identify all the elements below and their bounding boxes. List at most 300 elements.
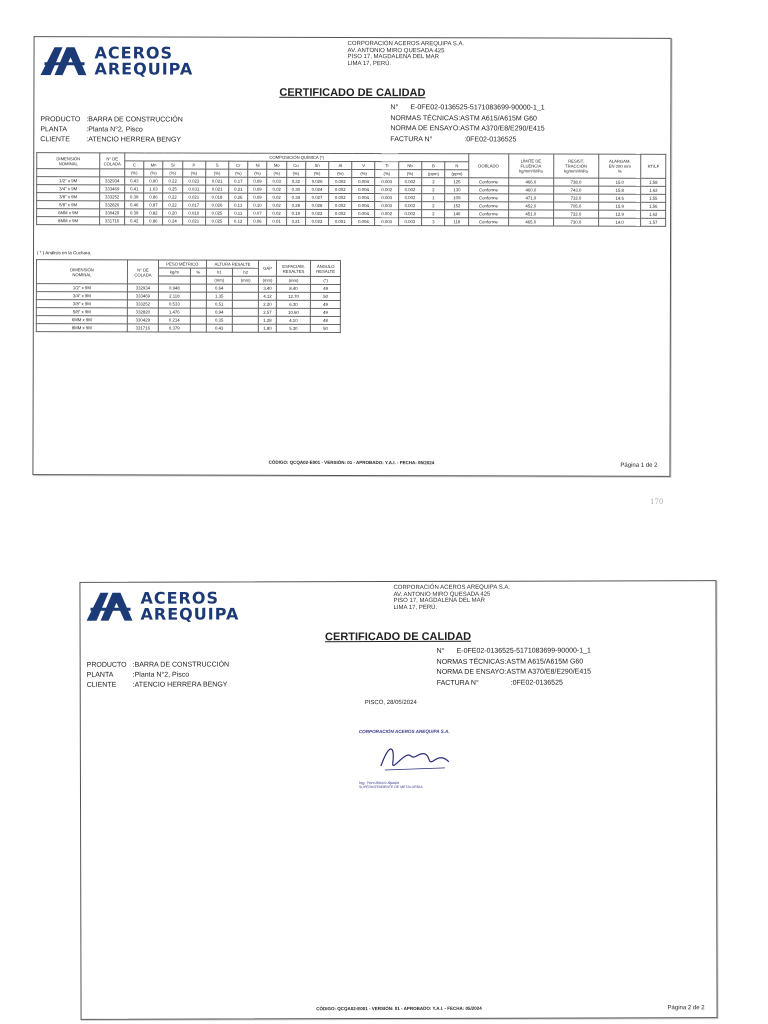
table-cell: 0.39 xyxy=(125,209,144,217)
table-cell: 0.004 xyxy=(352,177,375,185)
corp-address-line: LIMA 17, PERÚ. xyxy=(347,60,392,67)
table-cell: 6.30 xyxy=(276,300,311,308)
table-cell: 0.30 xyxy=(286,185,305,193)
table-cell: 0.021 xyxy=(182,217,205,225)
cliente-label: CLIENTE xyxy=(40,136,70,144)
table-cell: 0.002 xyxy=(329,193,352,201)
table-cell: 0.214 xyxy=(158,316,190,324)
table-cell xyxy=(190,284,206,292)
normas-value: :ASTM A615/A615M G60 xyxy=(458,114,537,122)
brand-line-1: ACEROS xyxy=(140,588,219,608)
table-cell: 0.002 xyxy=(398,210,421,218)
corporate-address xyxy=(347,41,464,67)
table-cell: 0.022 xyxy=(305,217,328,225)
table-cell: 0.20 xyxy=(163,209,182,217)
physical-properties-table xyxy=(36,259,341,333)
table-cell: 0.26 xyxy=(229,193,248,201)
col-dimension: DIMENSIÓN xyxy=(70,266,94,272)
table-cell: 0.025 xyxy=(205,209,228,217)
table-row xyxy=(37,217,666,227)
table-cell: 0.031 xyxy=(182,185,205,193)
table-cell: 0.86 xyxy=(144,193,163,201)
table-cell: 1.55 xyxy=(641,194,666,202)
table-cell: 465.0 xyxy=(508,218,553,226)
col-traccion: TRACCIÓN xyxy=(565,163,587,169)
table-cell: 0.64 xyxy=(206,284,232,292)
table-cell: 0.94 xyxy=(206,308,232,316)
table-cell: 14.6 xyxy=(599,194,641,202)
table-cell: 146 xyxy=(445,210,469,218)
corp-address-line: AV. ANTONIO MIRO QUESADA 425 xyxy=(393,591,491,598)
table-cell: 333469 xyxy=(127,292,158,300)
table-cell: 5/8" x 9M xyxy=(36,308,127,316)
col-composicion: COMPOSICIÓN QUÍMICA (*) xyxy=(125,153,469,162)
element-header: P xyxy=(182,161,205,169)
ensayo-label: NORMA DE ENSAYO xyxy=(436,668,505,676)
table-cell: 0.026 xyxy=(205,201,228,209)
table-cell: 49 xyxy=(311,300,341,308)
header-left xyxy=(40,115,183,145)
signature-block xyxy=(359,700,479,790)
table-cell: 50 xyxy=(311,324,341,332)
element-header: B xyxy=(422,162,446,170)
cliente-value: :ATENCIO HERRERA BENGY xyxy=(86,136,182,144)
document-code-footer: CÓDIGO: QCQA02-E001 - VERSIÓN: 01 - APROBADO: Y.A.I. - FECHA: 05/2024 xyxy=(316,1005,482,1012)
table-cell: 0.17 xyxy=(229,177,248,185)
table-cell: 0.02 xyxy=(267,209,286,217)
col-alargam: ALARGAM. xyxy=(608,158,631,164)
logo-icon xyxy=(40,45,88,75)
element-header: Ni xyxy=(248,161,267,169)
table-cell: 48 xyxy=(311,316,341,324)
table-cell: 0.010 xyxy=(182,209,205,217)
table-cell: 0.43 xyxy=(206,324,232,332)
number-label: N° xyxy=(390,104,399,112)
ensayo-label: NORMA DE ENSAYO xyxy=(390,125,459,133)
table-cell: 331716 xyxy=(127,324,158,332)
signer-role: SUPERINTENDENTE DE METALURGIA xyxy=(358,784,423,790)
table-cell: 732.0 xyxy=(553,210,598,218)
table-cell: 1.476 xyxy=(158,308,190,316)
col-kgm: kg/m xyxy=(158,268,190,276)
unit-header: (%) xyxy=(329,169,352,177)
element-header: Cr xyxy=(229,161,248,169)
table-cell: 15.9 xyxy=(598,202,640,210)
certificate-title: CERTIFICADO DE CALIDAD xyxy=(279,86,426,100)
table-cell: 743.0 xyxy=(553,186,598,194)
table-cell: 0.02 xyxy=(267,185,286,193)
table-cell xyxy=(232,308,258,316)
table-cell: Conforme xyxy=(469,210,509,218)
table-cell: 3/8" x 9M xyxy=(36,300,127,308)
corp-address-line: PISO 17, MAGDALENA DEL MAR xyxy=(347,53,440,61)
table-cell: 0.32 xyxy=(286,177,305,185)
col-dimension: DIMENSIÓN xyxy=(56,155,81,161)
planta-label: PLANTA xyxy=(40,126,68,134)
table-cell: 14.0 xyxy=(598,218,640,226)
col-unit-mm: (mm) xyxy=(206,276,232,284)
table-cell: 0.002 xyxy=(398,186,421,194)
col-peso-metrico: PESO MÉTRICO xyxy=(158,260,206,268)
table-cell: 0.002 xyxy=(329,201,352,209)
table-cell: 1.03 xyxy=(144,185,163,193)
table-cell: 0.09 xyxy=(248,177,267,185)
col-colada-2: COLADA xyxy=(103,160,121,166)
col-fluencia: FLUENCIA xyxy=(520,163,542,169)
table-cell: Conforme xyxy=(469,186,509,194)
table-cell: 0.34 xyxy=(286,193,305,201)
table-cell: 15.8 xyxy=(599,186,641,194)
table-cell: 0.022 xyxy=(305,209,328,217)
table-cell: 0.09 xyxy=(248,185,267,193)
corp-address-line: LIMA 17, PERÚ. xyxy=(393,604,438,611)
certificate-title: CERTIFICADO DE CALIDAD xyxy=(325,630,472,644)
table-cell: 730.0 xyxy=(553,218,598,226)
planta-value: :Planta N°2, Pisco xyxy=(132,671,190,679)
col-angulo: ÁNGULO xyxy=(316,263,335,269)
table-cell: 3.40 xyxy=(259,284,276,292)
col-200mm: EN 200 mm xyxy=(608,163,631,169)
brand-line-2: AREQUIPA xyxy=(140,604,240,624)
signer-name: Ing. Yoni Ancco Apaza xyxy=(358,779,399,786)
col-unit-mm: (mm) xyxy=(232,276,258,284)
table-cell: 0.026 xyxy=(305,177,328,185)
table-cell: 332820 xyxy=(100,201,125,209)
normas-label: NORMAS TÉCNICAS xyxy=(390,114,459,122)
producto-label: PRODUCTO xyxy=(40,116,81,124)
corp-name: CORPORACIÓN ACEROS AREQUIPA S.A. xyxy=(393,584,511,592)
unit-header: (%) xyxy=(305,169,328,177)
table-cell: 0.025 xyxy=(205,217,228,225)
table-cell: 1/2" x 9M xyxy=(36,284,127,292)
unit-header: (%) xyxy=(286,169,305,177)
element-header: Al xyxy=(329,161,352,169)
col-rt-lf: RT/LF xyxy=(641,154,666,178)
table-cell: 0.82 xyxy=(144,209,163,217)
table-cell: 0.35 xyxy=(206,316,232,324)
col-resaltes: RESALTES xyxy=(282,268,305,274)
cliente-label: CLIENTE xyxy=(86,681,117,689)
cliente-value: :ATENCIO HERRERA BENGY xyxy=(132,681,228,689)
table-cell: 3 xyxy=(422,218,446,226)
table-cell: 0.004 xyxy=(352,185,375,193)
table-cell: 118 xyxy=(445,218,469,226)
col-colada: N° DE xyxy=(137,266,149,272)
page-number: Página 2 de 2 xyxy=(667,1005,705,1012)
aceros-arequipa-logo xyxy=(40,43,200,77)
table-cell: 12.70 xyxy=(276,292,311,300)
table-cell: 0.003 xyxy=(398,218,421,226)
col-unit: kg/mm²/MPa xyxy=(519,168,543,174)
table-cell: 0.027 xyxy=(305,193,328,201)
unit-header: (%) xyxy=(125,169,144,177)
producto-value: :BARRA DE CONSTRUCCIÓN xyxy=(86,116,183,124)
table-cell: 1/2" x 9M xyxy=(37,177,100,185)
signature-company-stamp: CORPORACIÓN ACEROS AREQUIPA S.A. xyxy=(358,728,450,735)
col-resist: RESIST. xyxy=(568,158,584,164)
table-cell: 332934 xyxy=(127,284,158,292)
unit-header: (%) xyxy=(144,169,163,177)
table-cell: 0.02 xyxy=(267,201,286,209)
col-colada: N° DE xyxy=(106,155,119,161)
table-cell: 0.39 xyxy=(125,193,144,201)
number-label: N° xyxy=(436,647,445,655)
table-cell: 0.003 xyxy=(375,178,398,186)
table-cell: 0.002 xyxy=(375,210,398,218)
table-cell: 0.12 xyxy=(229,217,248,225)
col-altura-resalte: ALTURA RESALTE xyxy=(206,260,259,268)
unit-header: (%) xyxy=(352,169,375,177)
table-cell: 0.22 xyxy=(163,177,182,185)
table-cell xyxy=(232,300,258,308)
table-cell: 0.024 xyxy=(305,185,328,193)
table-cell xyxy=(190,292,206,300)
table-cell: 0.948 xyxy=(158,284,190,292)
table-cell: 331716 xyxy=(100,217,125,225)
table-cell xyxy=(190,300,206,308)
table-cell: 2 xyxy=(422,202,446,210)
normas-value: :ASTM A615/A615M G60 xyxy=(504,658,584,666)
table-cell: 738.0 xyxy=(553,178,598,186)
table-cell: 4.10 xyxy=(276,316,311,324)
table-cell: 0.004 xyxy=(352,209,375,217)
table-cell: 452.0 xyxy=(508,202,553,210)
normas-label: NORMAS TÉCNICAS xyxy=(436,658,505,666)
document-code-footer: CÓDIGO: QCQA02-E001 - VERSIÓN: 01 - APROBADO: Y.A.I. - FECHA: 05/2024 xyxy=(268,459,435,466)
table-cell: 0.25 xyxy=(163,185,182,193)
table-cell: Conforme xyxy=(469,194,509,202)
col-unit-deg: (°) xyxy=(311,276,341,284)
table-cell: 333469 xyxy=(100,185,125,193)
table-cell: 0.41 xyxy=(125,185,144,193)
col-espaciam: ESPACIAM. xyxy=(282,263,305,269)
table-cell: 0.023 xyxy=(182,177,205,185)
table-cell: 49 xyxy=(311,308,341,316)
unit-header: (%) xyxy=(182,169,205,177)
col-gap: GAP xyxy=(259,260,276,276)
unit-header: (%) xyxy=(206,169,229,177)
table-cell: 0.02 xyxy=(267,193,286,201)
table-cell: 50 xyxy=(311,292,341,300)
table-cell: 0.001 xyxy=(329,217,352,225)
element-header: Nb xyxy=(398,162,421,170)
table-cell: 5/8" x 9M xyxy=(37,201,100,209)
table-cell: 3/4" x 9M xyxy=(36,292,127,300)
table-cell: 0.03 xyxy=(267,177,286,185)
col-h2: h2 xyxy=(232,268,258,276)
table-cell: 0.24 xyxy=(163,217,182,225)
unit-header: (%) xyxy=(398,170,421,178)
ensayo-value: :ASTM A370/E8/E290/E415 xyxy=(504,668,592,676)
header-left xyxy=(87,660,230,690)
table-cell xyxy=(232,324,258,332)
table-cell: 0.028 xyxy=(305,201,328,209)
col-pct: % xyxy=(190,268,206,276)
table-cell: 130 xyxy=(445,186,469,194)
table-cell: 2 xyxy=(422,210,446,218)
table-cell: 0.51 xyxy=(206,300,232,308)
table-cell: 0.002 xyxy=(329,185,352,193)
table-cell: 1.62 xyxy=(641,186,666,194)
col-unit: kg/mm²/MPa xyxy=(564,168,588,174)
element-header: V xyxy=(352,161,375,169)
col-nominal: NOMINAL xyxy=(58,160,78,166)
element-header: Si xyxy=(163,161,182,169)
unit-header: (ppm) xyxy=(422,170,446,178)
table-cell: 2.57 xyxy=(259,308,276,316)
certificate-page-2 xyxy=(79,580,717,1020)
table-cell: 0.21 xyxy=(229,185,248,193)
table-cell: 330429 xyxy=(127,316,158,324)
table-cell: 0.90 xyxy=(144,177,163,185)
unit-header: (%) xyxy=(375,170,398,178)
table-cell: 0.021 xyxy=(182,193,205,201)
table-cell: 1.80 xyxy=(259,324,276,332)
col-unit-mm: (mm) xyxy=(259,276,276,284)
table-cell xyxy=(232,292,258,300)
table-cell xyxy=(232,284,258,292)
table-cell: 0.19 xyxy=(286,209,305,217)
producto-value: :BARRA DE CONSTRUCCIÓN xyxy=(132,661,230,669)
table-cell: 1.35 xyxy=(206,292,232,300)
col-unit: % xyxy=(617,168,622,174)
table-cell: 732.0 xyxy=(553,194,598,202)
unit-header: (%) xyxy=(267,169,286,177)
table-cell: 49 xyxy=(311,284,341,292)
corp-address-line: PISO 17, MAGDALENA DEL MAR xyxy=(393,597,485,605)
ensayo-value: :ASTM A370/E8/E290/E415 xyxy=(458,125,545,133)
table-cell xyxy=(190,316,206,324)
table-cell: 0.003 xyxy=(375,194,398,202)
table-cell: 705.0 xyxy=(553,202,598,210)
element-header: Mo xyxy=(267,161,286,169)
col-resalte: RESALTE xyxy=(316,268,336,274)
table-cell: 6MM x 9M xyxy=(36,316,127,324)
handwritten-mark: 170 xyxy=(650,498,664,506)
table-cell: 333252 xyxy=(127,300,158,308)
logo-icon xyxy=(86,591,134,621)
table-cell: 152 xyxy=(445,202,469,210)
table-cell: 15.0 xyxy=(599,178,641,186)
table-cell: 0.07 xyxy=(248,209,267,217)
table-cell: 1.57 xyxy=(641,218,666,226)
element-header: Ti xyxy=(375,162,398,170)
table-cell xyxy=(190,308,206,316)
table-cell: 0.018 xyxy=(205,193,228,201)
table-cell: 0.533 xyxy=(158,300,190,308)
table-cell: 0.004 xyxy=(352,201,375,209)
table-cell: 0.002 xyxy=(398,194,421,202)
table-cell: 2 xyxy=(422,186,446,194)
header-right xyxy=(390,103,544,145)
aceros-arequipa-logo xyxy=(86,588,246,622)
table-cell xyxy=(232,316,258,324)
table-cell: 0.021 xyxy=(205,185,228,193)
handwritten-signature xyxy=(375,740,455,776)
table-cell: 460.0 xyxy=(508,186,553,194)
table-cell: 0.87 xyxy=(144,201,163,209)
table-cell: 332934 xyxy=(100,177,125,185)
table-cell: 0.46 xyxy=(125,201,144,209)
page-number: Página 1 de 2 xyxy=(620,462,658,469)
table-cell: 0.28 xyxy=(286,201,305,209)
element-header: Mn xyxy=(144,161,163,169)
table-cell: 125 xyxy=(445,178,469,186)
table-cell: 2.20 xyxy=(259,300,276,308)
table-cell: Conforme xyxy=(469,178,509,186)
table-cell: 332820 xyxy=(127,308,158,316)
table-cell: 0.06 xyxy=(248,217,267,225)
unit-header: (%) xyxy=(248,169,267,177)
table-cell: 1 xyxy=(422,194,446,202)
table-cell: 10.60 xyxy=(276,308,311,316)
table-cell: 8.40 xyxy=(276,284,311,292)
element-header: Cu xyxy=(286,161,305,169)
number-value: E-0FE02-0136525-5171083699-90000-1_1 xyxy=(456,647,591,655)
table-cell: 0.01 xyxy=(267,217,286,225)
unit-header: (%) xyxy=(229,169,248,177)
table-cell: 4.12 xyxy=(259,292,276,300)
table-cell: 466.0 xyxy=(508,178,553,186)
factura-value: :0FE02-0136525 xyxy=(510,679,563,687)
table-cell: 0.003 xyxy=(375,218,398,226)
table-cell: 0.21 xyxy=(286,217,305,225)
table-cell: 8MM x 9M xyxy=(36,324,127,332)
element-header: N xyxy=(445,162,469,170)
table-cell: 12.9 xyxy=(598,210,640,218)
table-cell: 0.003 xyxy=(375,202,398,210)
table-cell: 109 xyxy=(445,194,469,202)
table-cell: 0.10 xyxy=(248,201,267,209)
table-cell: 0.002 xyxy=(398,178,421,186)
element-header: Sn xyxy=(306,161,329,169)
corp-address-line: AV. ANTONIO MIRO QUESADA 425 xyxy=(347,47,445,54)
table-cell: 471.0 xyxy=(508,194,553,202)
table-cell: Conforme xyxy=(469,202,509,210)
table-row xyxy=(36,324,340,333)
table-cell: 0.22 xyxy=(163,193,182,201)
table-cell: 0.22 xyxy=(163,201,182,209)
factura-label: FACTURA N° xyxy=(390,135,433,143)
table-cell: 333252 xyxy=(100,193,125,201)
table-cell: 1.58 xyxy=(641,178,666,186)
table-cell: 0.004 xyxy=(352,193,375,201)
col-colada-2: COLADA xyxy=(134,271,152,277)
element-header: S xyxy=(206,161,229,169)
table-cell: 8MM x 9M xyxy=(37,217,100,225)
table-cell: 0.379 xyxy=(158,324,190,332)
table-cell: 0.11 xyxy=(229,209,248,217)
table-cell: 3/8" x 9M xyxy=(37,193,100,201)
brand-line-2: AREQUIPA xyxy=(94,59,194,79)
col-limite: LÍMITE DE xyxy=(520,158,542,164)
table-cell: 0.017 xyxy=(182,201,205,209)
table-cell: 5.30 xyxy=(276,324,311,332)
corporate-address xyxy=(393,585,510,611)
table-cell: 0.09 xyxy=(248,193,267,201)
table-cell: 2 xyxy=(422,178,446,186)
brand-line-1: ACEROS xyxy=(94,43,174,63)
table-cell: 1.56 xyxy=(641,202,666,210)
footnote: ( * ) Análisis en la Cuchara. xyxy=(37,250,92,256)
table-cell: 0.002 xyxy=(398,202,421,210)
header-right xyxy=(437,646,591,688)
unit-header: (%) xyxy=(163,169,182,177)
table-cell: 1.28 xyxy=(259,316,276,324)
producto-label: PRODUCTO xyxy=(86,661,127,669)
table-cell xyxy=(190,324,206,332)
col-doblado: DOBLADO xyxy=(469,154,509,178)
